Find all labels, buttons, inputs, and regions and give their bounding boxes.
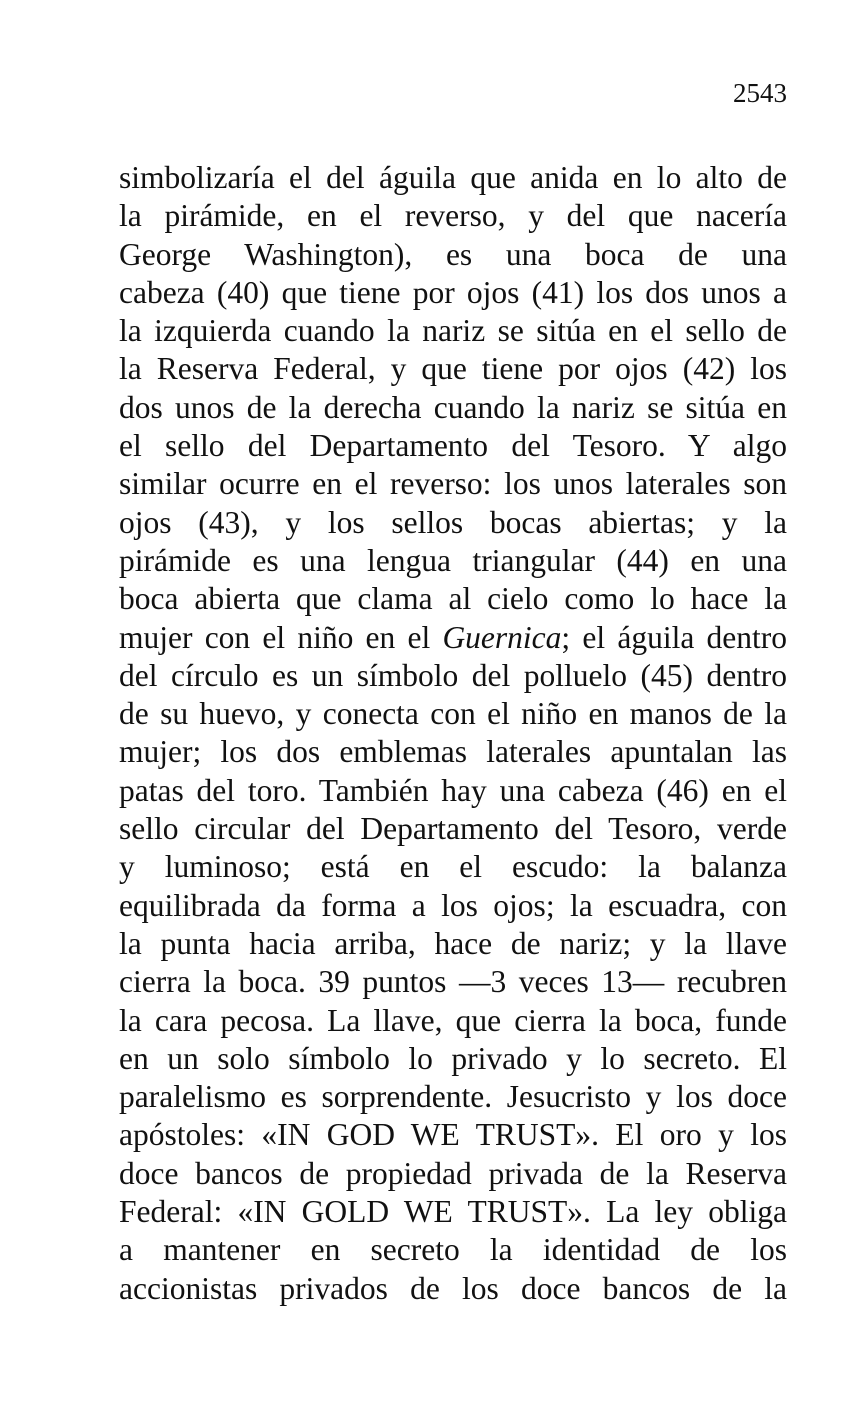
text-line: y luminoso; está en el escudo: la balanza: [119, 849, 787, 885]
text-line: Federal: «IN GOLD WE TRUST». La ley obliga: [119, 1194, 787, 1230]
text-line: la punta hacia arriba, hace de nariz; y la llave: [119, 925, 787, 961]
text-line: mujer; los dos emblemas laterales apuntalan las: [119, 734, 787, 770]
text-line: patas del toro. También hay una cabeza (46) en el: [119, 772, 787, 808]
text-line: dos unos de la derecha cuando la nariz se sitúa en: [119, 389, 787, 425]
text-segment: ; el águila dentro: [561, 619, 787, 655]
text-line: cabeza (40) que tiene por ojos (41) los dos unos a: [119, 274, 787, 310]
body-paragraph: [119, 159, 787, 1308]
text-line: pirámide es una lengua triangular (44) en una: [119, 542, 787, 578]
text-segment: mujer con el niño en el: [119, 619, 443, 655]
text-line: la Reserva Federal, y que tiene por ojos (42) los: [119, 351, 787, 387]
text-line: la cara pecosa. La llave, que cierra la boca, funde: [119, 1002, 787, 1038]
text-line: la izquierda cuando la nariz se sitúa en el sello de: [119, 313, 787, 349]
text-line: ojos (43), y los sellos bocas abiertas; y la: [119, 504, 787, 540]
italic-title: Guernica: [442, 619, 562, 655]
text-line: similar ocurre en el reverso: los unos laterales son: [119, 466, 787, 502]
text-line: simbolizaría el del águila que anida en lo alto de: [119, 160, 787, 195]
text-line: a mantener en secreto la identidad de los: [119, 1232, 787, 1268]
text-line: apóstoles: «IN GOD WE TRUST». El oro y los: [119, 1117, 787, 1153]
text-line: cierra la boca. 39 puntos —3 veces 13— recubren: [119, 964, 787, 1000]
text-line-guernica: [119, 619, 787, 657]
text-line: la pirámide, en el reverso, y del que nacería: [119, 198, 787, 234]
text-line: el sello del Departamento del Tesoro. Y algo: [119, 428, 787, 464]
text-line: de su huevo, y conecta con el niño en manos de la: [119, 696, 787, 732]
text-line: equilibrada da forma a los ojos; la escuadra, con: [119, 887, 787, 923]
text-line: en un solo símbolo lo privado y lo secreto. El: [119, 1040, 787, 1076]
text-line: del círculo es un símbolo del polluelo (45) dentro: [119, 657, 787, 693]
text-line: boca abierta que clama al cielo como lo hace la: [119, 581, 787, 617]
text-line: paralelismo es sorprendente. Jesucristo y los doce: [119, 1079, 787, 1115]
text-line: sello circular del Departamento del Tesoro, verde: [119, 811, 787, 847]
text-line: accionistas privados de los doce bancos de la: [119, 1270, 787, 1306]
page-number: 2543: [733, 78, 787, 108]
text-line: doce bancos de propiedad privada de la Reserva: [119, 1155, 787, 1191]
text-line: George Washington), es una boca de una: [119, 236, 787, 272]
